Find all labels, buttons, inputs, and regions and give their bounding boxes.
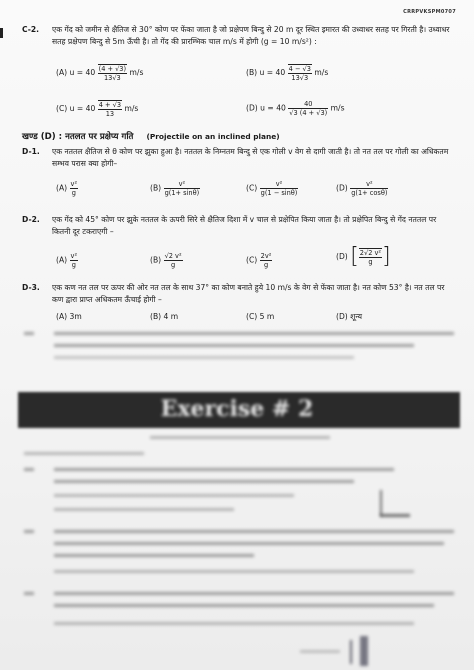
question-number: C-2. — [22, 25, 40, 34]
question-d3 — [22, 282, 456, 306]
blurred-question-number — [24, 332, 34, 335]
option-label: (D) u = 40 — [246, 103, 286, 113]
fraction — [288, 64, 312, 82]
blurred-question-number — [24, 530, 34, 533]
option-d2-d — [336, 244, 391, 269]
blurred-text-line — [54, 530, 454, 533]
fraction-denominator: g(1+ sinθ) — [164, 189, 200, 197]
question-text: एक कण नत तल पर ऊपर की ओर नत तल के साथ 37° का कोण बनाते हुये 10 m/s के वेग से फेंका जाता है। नत कोण 53° है। नत तल पर कण द्वारा प्राप्त अधिकतम ऊँचाई होगी – — [52, 283, 445, 304]
option-d3-d: (D) शून्य — [336, 312, 362, 321]
fraction-numerator: 40 — [288, 100, 328, 109]
blurred-text-line — [54, 344, 414, 347]
option-label: (A) — [56, 255, 68, 265]
fraction-denominator: g — [368, 258, 373, 266]
option-unit: m/s — [124, 104, 139, 113]
option-c2-b — [246, 64, 328, 82]
page-edge-mark — [0, 28, 3, 38]
option-label: (A) — [56, 183, 68, 193]
fraction — [260, 180, 299, 197]
option-unit: m/s — [129, 68, 144, 77]
blurred-text-line — [54, 468, 394, 471]
question-number: D-3. — [22, 283, 40, 292]
option-label: (B) u = 40 — [246, 68, 286, 77]
blurred-text-line — [54, 592, 454, 595]
section-title-english: (Projectile on an inclined plane) — [146, 132, 280, 141]
option-d2-c — [246, 252, 272, 269]
option-unit: m/s — [330, 103, 345, 113]
question-c2 — [22, 24, 456, 46]
question-number: D-2. — [22, 215, 40, 224]
fraction-denominator: 13√3 — [291, 74, 309, 82]
option-c2-c — [56, 100, 138, 118]
fraction-denominator: g — [263, 261, 269, 269]
blurred-diagram — [380, 490, 382, 516]
question-d1 — [22, 146, 456, 170]
blurred-question-number — [24, 592, 34, 595]
fraction-numerator: 2v² — [260, 252, 272, 260]
blurred-options-line — [54, 622, 414, 625]
option-d1-a — [56, 180, 78, 197]
fraction-numerator: (4 + √3) — [98, 65, 127, 73]
blurred-text-line — [54, 554, 254, 557]
fraction-denominator: g — [71, 189, 76, 197]
blurred-text-line — [54, 604, 434, 607]
option-c2-a — [56, 64, 143, 82]
blurred-question-number — [24, 468, 34, 471]
option-label: (C) — [246, 255, 258, 265]
fraction-numerator: v² — [164, 180, 201, 189]
option-label: (A) u = 40 — [56, 68, 96, 77]
option-label: (C) u = 40 — [56, 104, 96, 113]
option-d3-b: (B) 4 m — [150, 312, 179, 321]
blurred-text-line — [54, 332, 454, 335]
bracket-open: [ — [350, 244, 359, 269]
fraction-numerator: 4 − √3 — [288, 65, 311, 73]
option-label: (C) — [246, 183, 258, 193]
fraction — [164, 180, 201, 197]
fraction-denominator: g(1 − sinθ) — [260, 189, 298, 197]
question-text: एक नततल क्षैतिज से θ कोण पर झुका हुआ है। नततल के निम्नतम बिन्दु से एक गोली v वेग से दागी जाती है। तो नत तल पर गोली का अधिकतम सम्भव परास क्या होगी– — [52, 147, 449, 168]
question-text: एक गेंद को जमीन से क्षैतिज से 30° कोण पर फेंका जाता है जो प्रक्षेपण बिन्दु से 20 m दूर स्थित इमारत की उध्वाधर सतह पर गिरती है। उध्वाधर सतह प्रक्षेपण बिन्दु से 5m ऊँची है। तो गेंद की प्रारम्भिक चाल m/s में होगी (g = 10 m/s²) : — [52, 25, 450, 46]
blurred-text-line — [54, 494, 294, 497]
fraction-denominator: g — [71, 261, 76, 269]
option-d1-c — [246, 180, 298, 197]
fraction — [350, 180, 388, 197]
question-text: एक गेंद को 45° कोण पर झुके नततल के ऊपरी सिरे से क्षैतिज दिशा में v चाल से प्रक्षेपित किया जाता है। तो प्रक्षेपित बिन्दु से गेंद नततल पर कितनी दूर टकराएगी – — [52, 215, 437, 236]
option-d2-a — [56, 252, 78, 269]
blurred-footer-mark — [350, 640, 352, 664]
option-c2-d — [246, 100, 345, 117]
fraction-numerator: √2 v² — [164, 252, 182, 260]
option-d3-c: (C) 5 m — [246, 312, 275, 321]
fraction-denominator: 13√3 — [103, 74, 121, 82]
fraction-numerator: 4 + √3 — [98, 101, 122, 109]
option-d1-d — [336, 180, 388, 197]
question-d2 — [22, 214, 456, 238]
fraction — [98, 64, 127, 82]
fraction-numerator: v² — [260, 180, 299, 189]
option-d1-b — [150, 180, 200, 197]
fraction-denominator: 13 — [105, 110, 115, 118]
fraction-denominator: g — [170, 261, 176, 269]
blurred-options-line — [54, 570, 414, 573]
blurred-text-line — [54, 356, 354, 359]
option-label: (D) — [336, 252, 348, 261]
option-label: (D) — [336, 183, 348, 193]
section-heading — [22, 130, 280, 142]
exercise-title: Exercise # 2 — [160, 396, 314, 422]
fraction-numerator: 2√2 v² — [359, 249, 382, 257]
fraction-denominator: g(1+ cosθ) — [351, 189, 388, 197]
blurred-text-line — [54, 480, 354, 483]
fraction — [98, 100, 122, 118]
option-label: (B) — [150, 183, 162, 193]
option-d2-b — [150, 252, 183, 269]
option-d3-a: (A) 3m — [56, 312, 82, 321]
fraction-numerator: v² — [70, 252, 78, 260]
blurred-text-line — [54, 542, 444, 545]
bracket-close: ] — [382, 244, 391, 269]
blurred-footer-mark — [300, 650, 340, 653]
question-number: D-1. — [22, 147, 40, 156]
fraction — [288, 100, 328, 117]
fraction — [164, 252, 183, 269]
blurred-diagram — [380, 514, 410, 517]
blurred-subtitle — [150, 436, 330, 439]
document-code: CRRPVKSPM0707 — [403, 9, 456, 15]
fraction — [260, 252, 273, 269]
blurred-options-line — [54, 508, 234, 511]
fraction-numerator: v² — [350, 180, 388, 189]
section-title-hindi: खण्ड (D) : नतलत पर प्रक्षेप्य गति — [22, 132, 134, 142]
fraction-denominator: √3 (4 + √3) — [289, 109, 328, 117]
fraction-numerator: v² — [70, 180, 78, 188]
fraction — [70, 180, 79, 197]
blurred-footer-mark — [360, 636, 368, 666]
fraction — [70, 252, 79, 269]
blurred-subheading — [24, 452, 144, 455]
fraction — [359, 248, 382, 266]
option-label: (B) — [150, 255, 162, 265]
option-unit: m/s — [314, 68, 329, 77]
